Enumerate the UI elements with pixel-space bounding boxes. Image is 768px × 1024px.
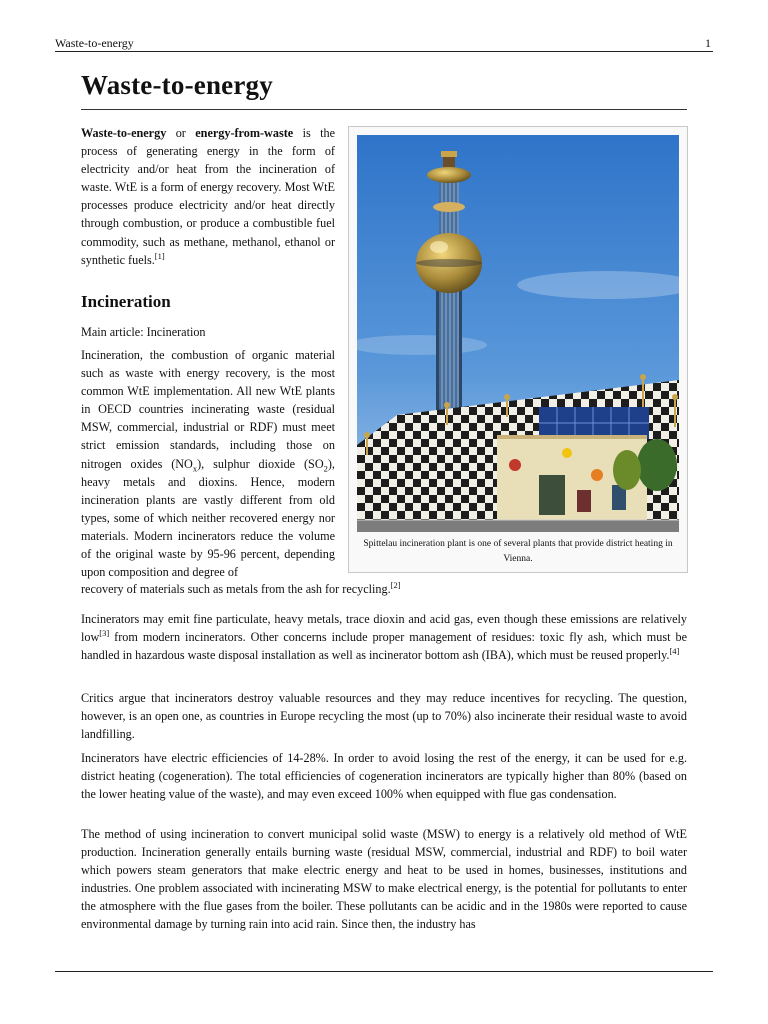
incineration-paragraph-3: Critics argue that incinerators destroy valuable resources and they may reduce incentives for recycling. The question, however, is an open one, as countries in Europe recycling the most (up to 70%) also incinerate their residual waste to avoid landfilling. (81, 691, 687, 742)
running-header-title: Waste-to-energy (55, 36, 134, 50)
intro-conj: or (166, 126, 196, 140)
footer-rule (55, 971, 713, 972)
p1-text-b: ), sulphur dioxide (SO (197, 456, 324, 471)
title-rule (81, 109, 687, 110)
page-number: 1 (705, 36, 711, 50)
incineration-paragraph-4: Incinerators have electric efficiencies of 14-28%. In order to avoid losing the rest of the energy, it can be used for e.g. district heating (cogeneration). The total efficiencies of cogeneration incinerators are typically higher than 80% (based on the lower heating value of the waste), and may even exceed 100% when equipped with flue gas condensation. (81, 751, 687, 802)
incineration-paragraph-1-end (81, 580, 687, 598)
intro-paragraph (81, 124, 335, 269)
p1-text-c: ), heavy metals and dioxins. Hence, modern incineration plants are vastly different from old types, some of which neither recovered energy nor materials. Modern incinerators reduce the volume of the original waste by 95-96 percent, depending upon composition and degree of (81, 456, 335, 580)
p1-last-line: recovery of materials such as metals from the ash for recycling. (81, 582, 391, 596)
p2-text-b: from modern incinerators. Other concerns include proper management of residues: toxic fly ash, which must be handled in hazardous waste disposal installation as well as incinerator bottom ash (IBA), which must be reused properly. (81, 630, 687, 663)
intro-text: is the process of generating energy in the form of electricity and/or heat from the incineration of waste. WtE is a form of energy recovery. Most WtE processes produce electricity and/or heat directly through combustion, or produce a combustible fuel commodity, such as methane, methanol, ethanol or synthetic fuels. (81, 126, 335, 267)
figure-spittelau (348, 126, 688, 573)
p1-sub-2: 2 (323, 463, 328, 473)
ref-link-1[interactable]: [1] (154, 250, 165, 261)
term-waste-to-energy: Waste-to-energy (81, 126, 167, 140)
incineration-paragraph-2 (81, 610, 687, 664)
p1-text-a: Incineration, the combustion of organic material such as waste with energy recovery, is the most common WtE implementation. All new WtE plants in OECD countries incinerating waste (residual MSW, commercial, industrial or RDF) must meet strict emission standards, including those on nitrogen oxides (NO (81, 348, 335, 471)
ref-link-2[interactable]: [2] (390, 579, 401, 590)
p2-text-a: Incinerators may emit fine particulate, heavy metals, trace dioxin and acid gas, even though these emissions are relatively low (81, 612, 687, 645)
figure-caption: Spittelau incineration plant is one of several plants that provide district heating in Vienna. (363, 539, 673, 564)
main-article-link[interactable]: Main article: Incineration (81, 325, 206, 339)
spittelau-plant-image[interactable] (357, 135, 679, 532)
ref-link-4[interactable]: [4] (669, 646, 680, 657)
running-header (55, 36, 713, 52)
page-title: Waste-to-energy (81, 70, 273, 100)
section-heading-incineration: Incineration (81, 292, 171, 311)
term-energy-from-waste: energy-from-waste (195, 126, 294, 140)
incineration-paragraph-1 (81, 346, 335, 581)
p1-sub-x: x (192, 463, 198, 473)
incineration-paragraph-5: The method of using incineration to convert municipal solid waste (MSW) to energy is a relatively old method of WtE production. Incineration generally entails burning waste (residual MSW, commercial, industrial and RDF) to boil water which powers steam generators that make electric energy and heat to be used in homes, businesses, institutions and industries. One problem associated with incinerating MSW to make electrical energy, is the potential for pollutants to enter the atmosphere with the flue gases from the boiler. These pollutants can be acidic and in the 1980s were reported to cause environmental damage by turning rain into acid rain. Since then, the industry has (81, 827, 687, 932)
ref-link-3[interactable]: [3] (99, 628, 110, 639)
